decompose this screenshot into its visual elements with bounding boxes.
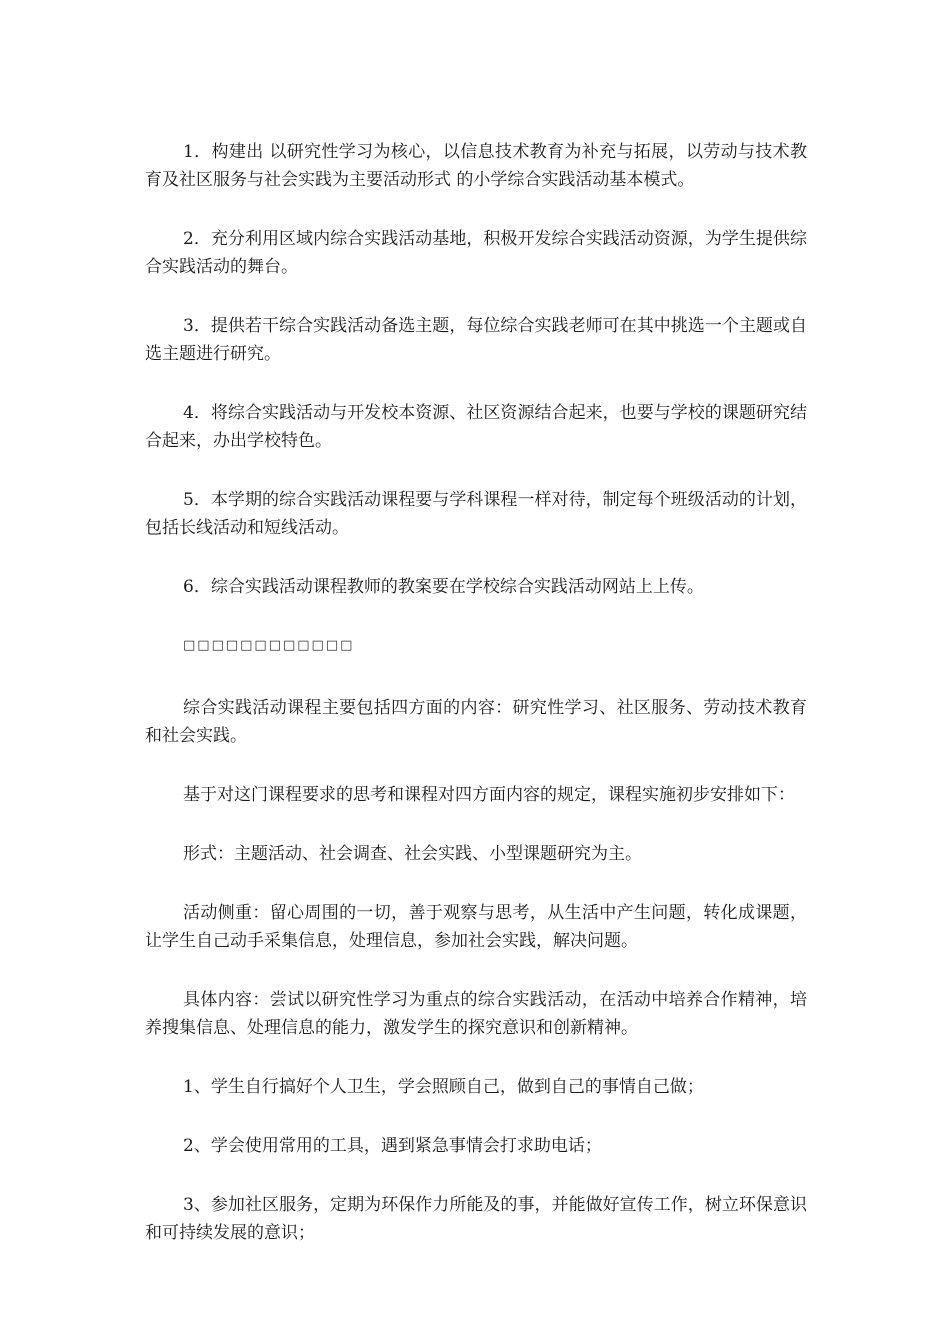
paragraph-14: 3、参加社区服务，定期为环保作力所能及的事，并能做好宣传工作，树立环保意识和可持续发展的意识； [145, 1195, 807, 1243]
paragraph-9: 形式：主题活动、社会调查、社会实践、小型课题研究为主。 [183, 844, 642, 864]
paragraph-8: 基于对这门课程要求的思考和课程对四方面内容的规定，课程实施初步安排如下： [183, 785, 795, 805]
paragraph-5: 5．本学期的综合实践活动课程要与学科课程一样对待，制定每个班级活动的计划，包括长线活动和短线活动。 [145, 490, 807, 538]
paragraph-1: 1．构建出 以研究性学习为核心，以信息技术教育为补充与拓展，以劳动与技术教育及社区服务与社会实践为主要活动形式 的小学综合实践活动基本模式。 [145, 142, 807, 190]
paragraph-13: 2、学会使用常用的工具，遇到紧急事情会打求助电话； [183, 1136, 602, 1156]
paragraph-6: 6．综合实践活动课程教师的教案要在学校综合实践活动网站上上传。 [183, 577, 704, 597]
paragraph-7: 综合实践活动课程主要包括四方面的内容：研究性学习、社区服务、劳动技术教育和社会实践。 [145, 698, 807, 746]
paragraph-3: 3．提供若干综合实践活动备选主题，每位综合实践老师可在其中挑选一个主题或自选主题进行研究。 [145, 316, 807, 364]
paragraph-10: 活动侧重：留心周围的一切，善于观察与思考，从生活中产生问题，转化成课题，让学生自己动手采集信息，处理信息，参加社会实践，解决问题。 [145, 903, 807, 951]
document-body [145, 138, 807, 1278]
paragraph-11: 具体内容：尝试以研究性学习为重点的综合实践活动，在活动中培养合作精神，培养搜集信息、处理信息的能力，激发学生的探究意识和创新精神。 [145, 990, 807, 1038]
section-heading-placeholder: □□□□□□□□□□□□ [183, 638, 355, 653]
paragraph-4: 4．将综合实践活动与开发校本资源、社区资源结合起来，也要与学校的课题研究结合起来，办出学校特色。 [145, 403, 807, 451]
paragraph-12: 1、学生自行搞好个人卫生，学会照顾自己，做到自己的事情自己做； [183, 1077, 704, 1097]
paragraph-2: 2．充分利用区域内综合实践活动基地，积极开发综合实践活动资源，为学生提供综合实践活动的舞台。 [145, 229, 807, 277]
